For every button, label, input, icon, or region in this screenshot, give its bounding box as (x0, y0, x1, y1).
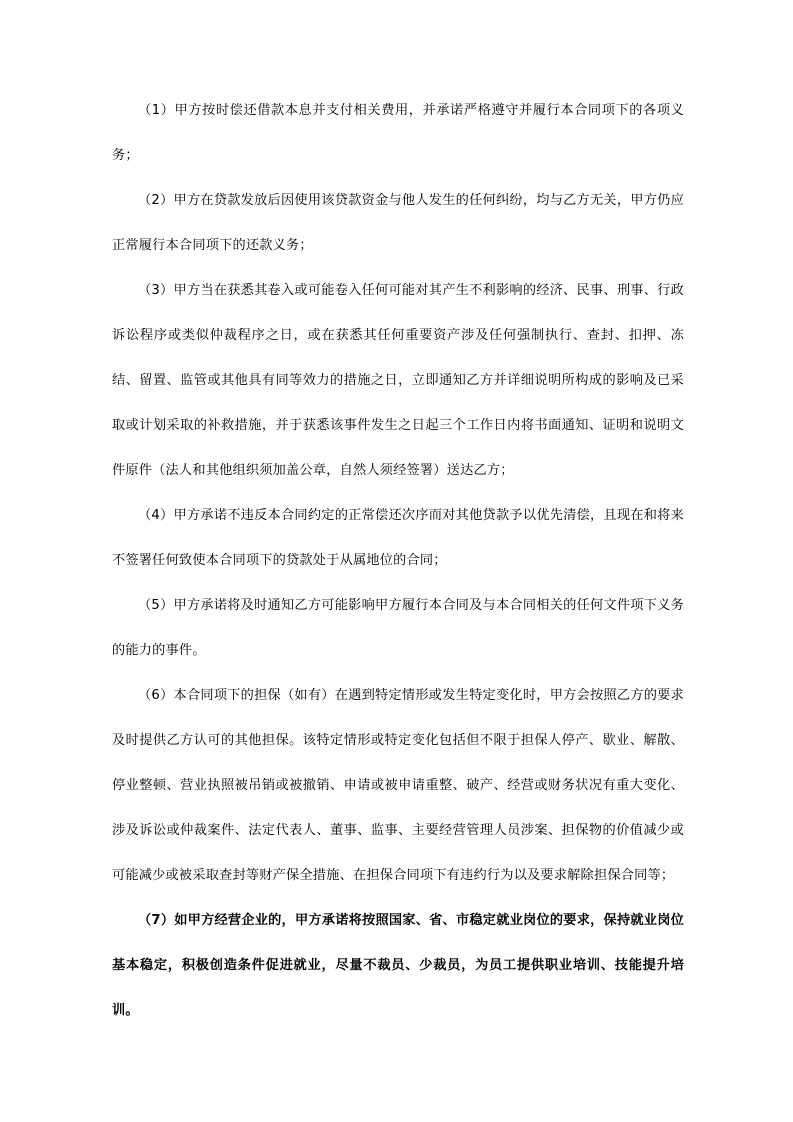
document-body (112, 88, 684, 1033)
paragraph-item-6: （6）本合同项下的担保（如有）在遇到特定情形或发生特定变化时，甲方会按照乙方的要求及时提供乙方认可的其他担保。该特定情形或特定变化包括但不限于担保人停产、歇业、解散、停业整顿、营业执照被吊销或被撤销、申请或被申请重整、破产、经营或财务状况有重大变化、涉及诉讼或仲裁案件、法定代表人、董事、监事、主要经营管理人员涉案、担保物的价值减少或可能减少或被采取查封等财产保全措施、在担保合同项下有违约行为以及要求解除担保合同等； (112, 688, 684, 883)
paragraph-item-7: （7）如甲方经营企业的，甲方承诺将按照国家、省、市稳定就业岗位的要求，保持就业岗位基本稳定，积极创造条件促进就业，尽量不裁员、少裁员，为员工提供职业培训、技能提升培训。 (112, 913, 684, 1018)
paragraph-item-5: （5）甲方承诺将及时通知乙方可能影响甲方履行本合同及与本合同相关的任何文件项下义务的能力的事件。 (112, 598, 684, 658)
paragraph-item-2: （2）甲方在贷款发放后因使用该贷款资金与他人发生的任何纠纷，均与乙方无关，甲方仍应正常履行本合同项下的还款义务； (112, 193, 684, 253)
paragraph-item-4: （4）甲方承诺不违反本合同约定的正常偿还次序而对其他贷款予以优先清偿，且现在和将来不签署任何致使本合同项下的贷款处于从属地位的合同； (112, 508, 684, 568)
paragraph-item-1: （1）甲方按时偿还借款本息并支付相关费用，并承诺严格遵守并履行本合同项下的各项义务； (112, 103, 684, 163)
paragraph-item-3: （3）甲方当在获悉其卷入或可能卷入任何可能对其产生不利影响的经济、民事、刑事、行政诉讼程序或类似仲裁程序之日，或在获悉其任何重要资产涉及任何强制执行、查封、扣押、冻结、留置、监管或其他具有同等效力的措施之日，立即通知乙方并详细说明所构成的影响及已采取或计划采取的补救措施，并于获悉该事件发生之日起三个工作日内将书面通知、证明和说明文件原件（法人和其他组织须加盖公章，自然人须经签署）送达乙方； (112, 283, 684, 478)
